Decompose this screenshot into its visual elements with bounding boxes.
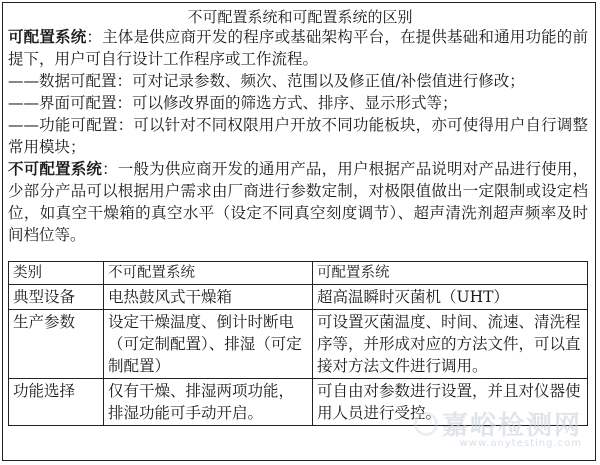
table-cell: 可设置灭菌温度、时间、流速、清洗程序等，并形成对应的方法文件，可以直接对方法文件进行调用。	[313, 310, 588, 379]
table-cell: 典型设备	[9, 285, 104, 310]
header-category: 类别	[9, 262, 104, 285]
document-title: 不可配置系统和可配置系统的区别	[187, 8, 413, 26]
table-cell: 电热鼓风式干燥箱	[104, 285, 313, 310]
ui-configurable-item: ——界面可配置：可以修改界面的筛选方式、排序、显示形式等；	[8, 94, 458, 112]
table-header-row	[9, 262, 588, 285]
function-configurable-item: ——功能可配置：可以针对不同权限用户开放不同功能板块，亦可使得用户自行调整常用模块；	[8, 116, 588, 156]
configurable-term: 可配置系统	[8, 27, 87, 46]
header-non-configurable: 不可配置系统	[104, 262, 313, 285]
non-configurable-term: 不可配置系统	[8, 159, 103, 178]
header-configurable: 可配置系统	[313, 262, 588, 285]
table-cell: 仅有干燥、排湿两项功能，排湿功能可手动开启。	[104, 379, 313, 426]
watermark-url: www.anytesting.com	[459, 438, 582, 449]
table-cell: 设定干燥温度、倒计时断电（可定制配置）、排湿（可定制配置）	[104, 310, 313, 379]
comparison-table	[8, 261, 588, 426]
document-body	[8, 26, 588, 246]
table-cell: 功能选择	[9, 379, 104, 426]
table-cell: 超高温瞬时灭菌机（UHT）	[313, 285, 588, 310]
non-configurable-definition	[8, 158, 588, 246]
table-cell: 生产参数	[9, 310, 104, 379]
non-configurable-definition-text: ：一般为供应商开发的通用产品，用户根据产品说明对产品进行使用，少部分产品可以根据用户需求由厂商进行参数定制，对极限值做出一定限制或设定档位，如真空干燥箱的真空水平（设定不同真空刻度调节）、超声清洗剂超声频率及时间档位等。	[8, 160, 588, 244]
configurable-definition-text: ：主体是供应商开发的程序或基础架构平台，在提供基础和通用功能的前提下，用户可自行设计工作程序或工作流程。	[8, 28, 588, 68]
table-cell: 可自由对参数进行设置，并且对仪器使用人员进行受控。	[313, 379, 588, 426]
watermark-name: 嘉峪检测网	[441, 411, 582, 441]
table-row	[9, 285, 588, 310]
configurable-definition	[8, 26, 588, 70]
table-row	[9, 379, 588, 426]
table-row	[9, 310, 588, 379]
data-configurable-item: ——数据可配置：可对记录参数、频次、范围以及修正值/补偿值进行修改；	[8, 72, 525, 90]
